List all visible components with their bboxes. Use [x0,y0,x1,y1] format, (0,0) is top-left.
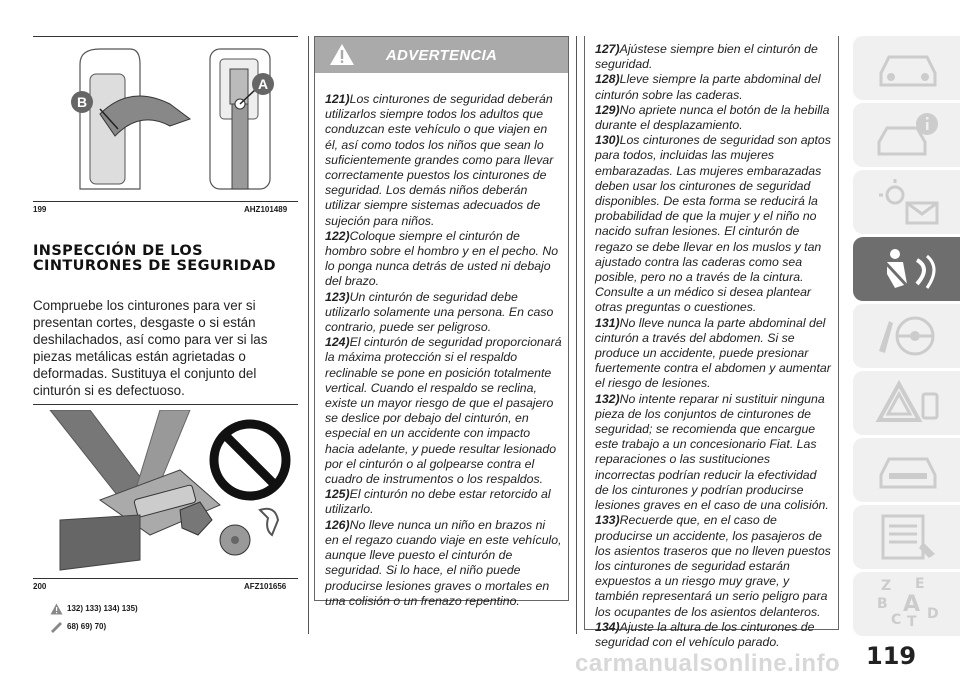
tab-emergency[interactable] [853,371,960,435]
warning-item: 124)El cinturón de seguridad proporcionará la máxima protección si el respaldo reclinable se pone en posición totalmente vertical. Cuando el respaldo se reclina, existe un mayor riesgo de que el pasajero se deslice por debajo del cinturón, en especial en un accidente con impacto hacia adelante, y puede resultar lesionado por el cinturón o al golpearse contra el cuadro de instrumentos o los respaldos. [325,335,562,487]
warning-item: 125)El cinturón no debe estar retorcido al utilizarlo. [325,487,551,517]
warning-continued-body [585,36,838,650]
warning-references: 132) 133) 134) 135) [67,604,138,613]
column-divider-2 [576,36,577,634]
specifications-list-icon [873,512,943,562]
warning-item: 127)Ajústese siempre bien el cinturón de seguridad. [595,42,818,72]
warning-item: 121)Los cinturones de seguridad deberán utilizarlos siempre todos los adultos que conduzcan este vehículo o que viajen en él, así como todos los niños que sean lo suficientemente grandes como para llevar correctamente puestos los cinturones de seguridad. Los demás niños deberán utilizar siempre sistemas adecuados de sujeción para niños. [325,92,554,228]
warning-header-icon [329,43,355,71]
twisted-belt-figure [40,410,298,575]
steering-wheel-key-icon [873,311,943,361]
tab-specifications[interactable] [853,505,960,569]
tab-safety[interactable] [853,237,960,301]
tab-warning-lights[interactable] [853,170,960,234]
figure-199-code: AHZ101489 [244,205,288,214]
warning-item: 131)No lleve nunca la parte abdominal del cinturón a través del abdomen. Si se produce un accidente, puede presionar fuertemente contra el abdomen y aumentar el riesgo de lesiones. [595,315,831,391]
label-b: B [76,94,88,110]
twisted-belt-illustration [40,410,298,575]
warning-item: 130)Los cinturones de seguridad son aptos para todos, incluidas las mujeres embarazadas. Las mujeres embarazadas deben usar los cinturones de seguridad disponibles. De esta forma se reducirá la probabilidad de que la mujer y el niño no nacido sufran lesiones. El cinturón de regazo se debe llevar en los muslos y tan ajustado contra las caderas como sea posible, pero no a través de la cintura. Consulte a un médico si desea plantear otras preguntas o cuestiones. [595,133,831,315]
tab-car-info[interactable] [853,103,960,167]
figure-199-caption-rule [33,201,298,202]
warning-item: 134)Ajuste la altura de los cinturones de seguridad con el vehículo parado. [595,619,815,649]
warning-header [315,37,568,73]
figure-199-number: 199 [33,205,47,214]
warning-item: 133)Recuerde que, en el caso de producirse un accidente, los pasajeros de los asientos traseros que no lleven puestos los cinturones de seguridad estarán expuestos a un riesgo muy grave, y también representará un serio peligro para los ocupantes de los asientos delanteros. [595,513,831,619]
figure-199-top-rule [33,36,298,37]
warning-box [314,36,569,608]
tab-index[interactable] [853,572,960,636]
watermark: carmanualsonline.info [575,650,841,677]
car-maintenance-icon [873,445,943,495]
tab-maintenance[interactable] [853,438,960,502]
warning-title: ADVERTENCIA [385,46,498,64]
tab-starting-driving[interactable] [853,304,960,368]
alphabetical-index-icon: Z E B A C T D [877,576,939,630]
warning-item: 122)Coloque siempre el cinturón de hombro sobre el hombro y en el pecho. No lo ponga nunca detrás de usted ni debajo del brazo. [325,228,559,289]
warning-item: 132)No intente reparar ni sustituir ninguna pieza de los conjuntos de cinturones de seguridad; se recomienda que encargue este trabajo a un concesionario Fiat. Las reparaciones o las sustituciones incorrectas podrían reducir la efectividad de los cinturones y podrían producirse lesiones graves en el caso de una colisión. [595,391,829,513]
warning-body [315,73,568,609]
section-title: INSPECCIÓN DE LOS CINTURONES DE SEGURIDAD [33,243,276,274]
note-references: 68) 69) 70) [67,622,107,631]
label-a: A [257,76,269,92]
figure-200-number: 200 [33,582,47,591]
warning-item: 129)No apriete nunca el botón de la hebilla durante el desplazamiento. [595,102,830,133]
warning-lights-message-icon [873,177,943,227]
warning-triangle-icon [50,602,63,620]
figure-200-top-rule [33,404,298,405]
seatbelt-anchor-illustration [60,44,290,194]
note-hand-icon [50,620,63,638]
column-divider-1 [308,36,309,634]
car-info-icon [873,110,943,160]
figure-200-code: AFZ101656 [244,582,287,591]
warning-item: 128)Lleve siempre la parte abdominal del cinturón sobre las caderas. [595,72,821,102]
car-overview-icon [873,43,943,93]
seatbelt-anchor-figure [60,44,290,194]
emergency-warning-icon [873,378,943,428]
warning-item: 126)No lleve nunca un niño en brazos ni en el regazo cuando viaje en este vehículo, aunque lleve puesto el cinturón de seguridad. Si lo hace, el niño puede producirse lesiones graves o mortales en una colisión o un frenazo repentino. [325,517,562,608]
paperclip-icon [260,509,278,535]
figure-200-caption-rule [33,578,298,579]
section-body: Compruebe los cinturones para ver si presentan cortes, desgaste o si están deshilachados, así como para ver si las piezas metálicas están agrietadas o deformadas. Sustituya el conjunto del cinturón si es defectuoso. [33,298,268,398]
tab-car-overview[interactable] [853,36,960,100]
page-number: 119 [866,642,917,670]
seat-airbag-safety-icon [873,244,943,294]
warning-continued-box [584,36,839,649]
warning-item: 123)Un cinturón de seguridad debe utilizarlo solamente una persona. En caso contrario, puede ser peligroso. [325,289,554,335]
